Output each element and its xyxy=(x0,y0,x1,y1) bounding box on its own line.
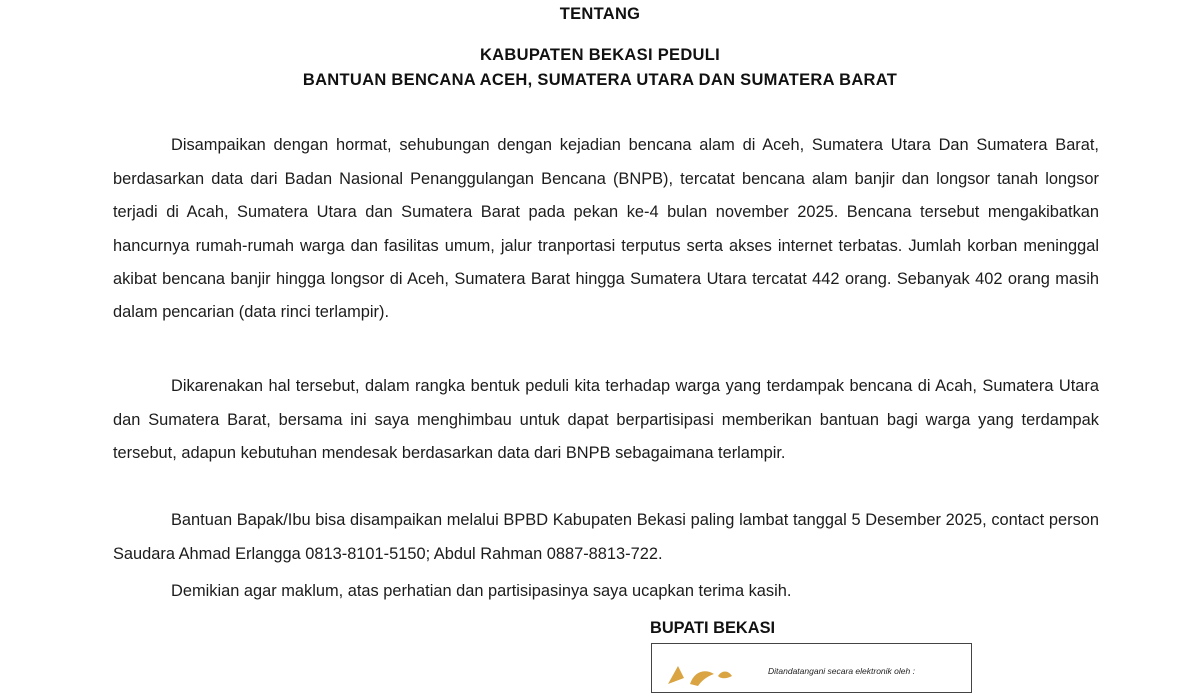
body-paragraph-3: Bantuan Bapak/Ibu bisa disampaikan melalui BPBD Kabupaten Bekasi paling lambat tanggal 5 Desember 2025, contact person Saudara Ahmad Erlangga 0813-8101-5150; Abdul Rahman 0887-8813-722. xyxy=(113,511,1099,563)
document-title-line-2: BANTUAN BENCANA ACEH, SUMATERA UTARA DAN SUMATERA BARAT xyxy=(302,71,898,89)
heading-tentang: TENTANG xyxy=(559,5,641,23)
body-paragraph-2: Dikarenakan hal tersebut, dalam rangka bentuk peduli kita terhadap warga yang terdampak bencana di Acah, Sumatera Utara dan Sumatera Barat, bersama ini saya menghimbau untuk dapat berpartisipasi memberikan bantuan bagi warga yang terdampak tersebut, adapun kebutuhan mendesak berdasarkan data dari BNPB sebagaimana terlampir. xyxy=(113,377,1099,463)
body-paragraph-4: Demikian agar maklum, atas perhatian dan partisipasinya saya ucapkan terima kasih. xyxy=(171,582,792,601)
emblem-logo-icon xyxy=(664,654,734,690)
document-title-line-1: KABUPATEN BEKASI PEDULI xyxy=(479,46,721,64)
signature-title: BUPATI BEKASI xyxy=(650,619,776,637)
body-paragraph-1: Disampaikan dengan hormat, sehubungan dengan kejadian bencana alam di Aceh, Sumatera Utara Dan Sumatera Barat, berdasarkan data dari Badan Nasional Penanggulangan Bencana (BNPB), tercatat bencana alam banjir dan longsor tanah longsor terjadi di Acah, Sumatera Utara dan Sumatera Barat pada pekan ke-4 bulan november 2025. Bencana tersebut mengakibatkan hancurnya rumah-rumah warga dan fasilitas umum, jalur tranportasi terputus serta akses internet terbatas. Jumlah korban meninggal akibat bencana banjir hingga longsor di Aceh, Sumatera Barat hingga Sumatera Utara tercatat 442 orang. Sebanyak 402 orang masih dalam pencarian (data rinci terlampir). xyxy=(113,136,1099,322)
electronic-signature-box xyxy=(651,643,972,693)
esign-caption: Ditandatangani secara elektronik oleh : xyxy=(768,666,915,676)
